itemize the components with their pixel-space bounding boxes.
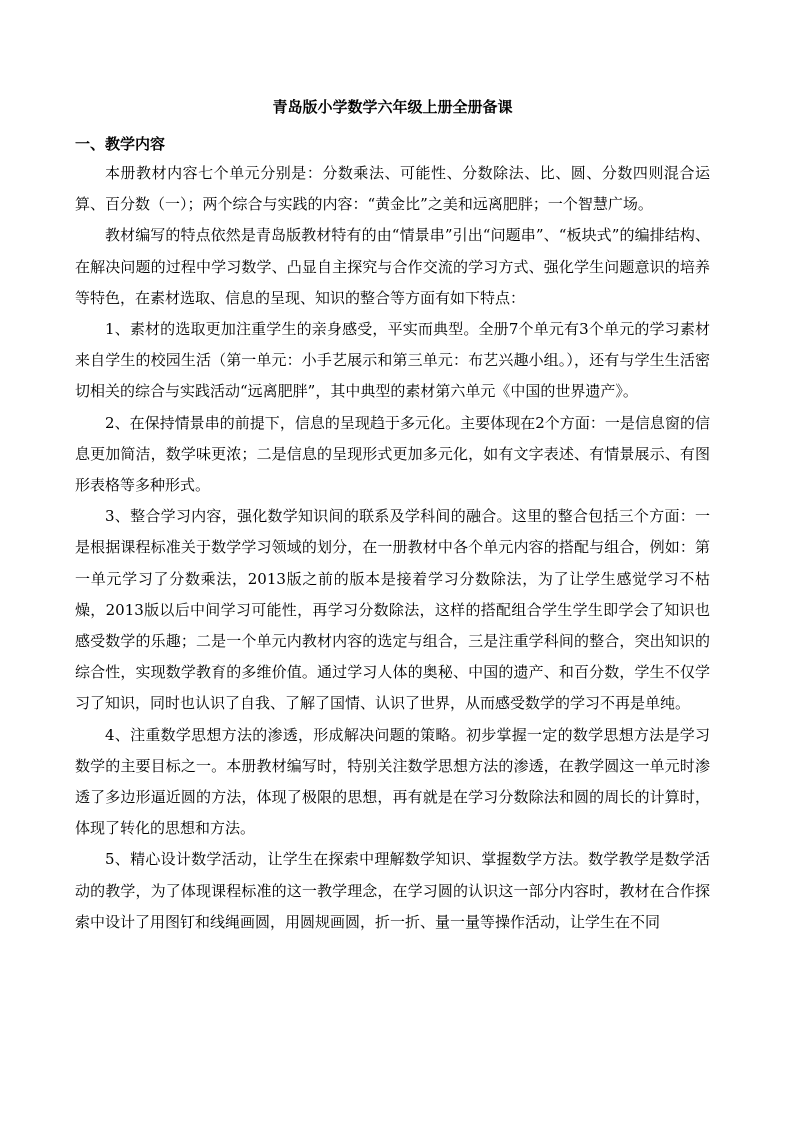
paragraph-point-3: 3、整合学习内容，强化数学知识间的联系及学科间的融合。这里的整合包括三个方面：一是根据课程标准关于数学学习领域的划分，在一册教材中各个单元内容的搭配与组合，例如：第一单元学习了分数乘法，2013版之前的版本是接着学习分数除法，为了让学生感觉学习不枯燥，2013版以后中间学习可能性，再学习分数除法，这样的搭配组合学生学生即学会了知识也感受数学的乐趣；二是一个单元内教材内容的选定与组合，三是注重学科间的整合，突出知识的综合性，实现数学教育的多维价值。通过学习人体的奥秘、中国的遗产、和百分数，学生不仅学习了知识，同时也认识了自我、了解了国情、认识了世界，从而感受数学的学习不再是单纯。 (75, 507, 710, 713)
paragraph-features: 教材编写的特点依然是青岛版教材特有的由“情景串”引出“问题串”、“板块式”的编排结构、在解决问题的过程中学习数学、凸显自主探究与合作交流的学习方式、强化学生问题意识的培养等特色，在素材选取、信息的呈现、知识的整合等方面有如下特点： (75, 226, 710, 307)
paragraph-point-1: 1、素材的选取更加注重学生的亲身感受，平实而典型。全册7个单元有3个单元的学习素材来自学生的校园生活（第一单元：小手艺展示和第三单元：布艺兴趣小组。），还有与学生生活密切相关的综合与实践活动“远离肥胖”，其中典型的素材第六单元《中国的世界遗产》。 (75, 320, 710, 401)
document-title: 青岛版小学数学六年级上册全册备课 (272, 98, 513, 116)
paragraph-point-4: 4、注重数学思想方法的渗透，形成解决问题的策略。初步掌握一定的数学思想方法是学习数学的主要目标之一。本册教材编写时，特别关注数学思想方法的渗透，在教学圆这一单元时渗透了多边形逼近圆的方法，体现了极限的思想，再有就是在学习分数除法和圆的周长的计算时，体现了转化的思想和方法。 (75, 725, 710, 838)
paragraph-point-2: 2、在保持情景串的前提下，信息的呈现趋于多元化。主要体现在2个方面：一是信息窗的信息更加简洁，数学味更浓；二是信息的呈现形式更加多元化，如有文字表述、有情景展示、有图形表格等多种形式。 (75, 413, 710, 495)
paragraph-intro: 本册教材内容七个单元分别是：分数乘法、可能性、分数除法、比、圆、分数四则混合运算、百分数（一）；两个综合与实践的内容：“黄金比”之美和远离肥胖；一个智慧广场。 (75, 164, 710, 214)
paragraph-point-5: 5、精心设计数学活动，让学生在探索中理解数学知识、掌握数学方法。数学教学是数学活动的教学，为了体现课程标准的这一教学理念，在学习圆的认识这一部分内容时，教材在合作探索中设计了用图钉和线绳画圆，用圆规画圆，折一折、量一量等操作活动，让学生在不同 (75, 850, 710, 931)
section-heading: 一、教学内容 (75, 135, 166, 153)
